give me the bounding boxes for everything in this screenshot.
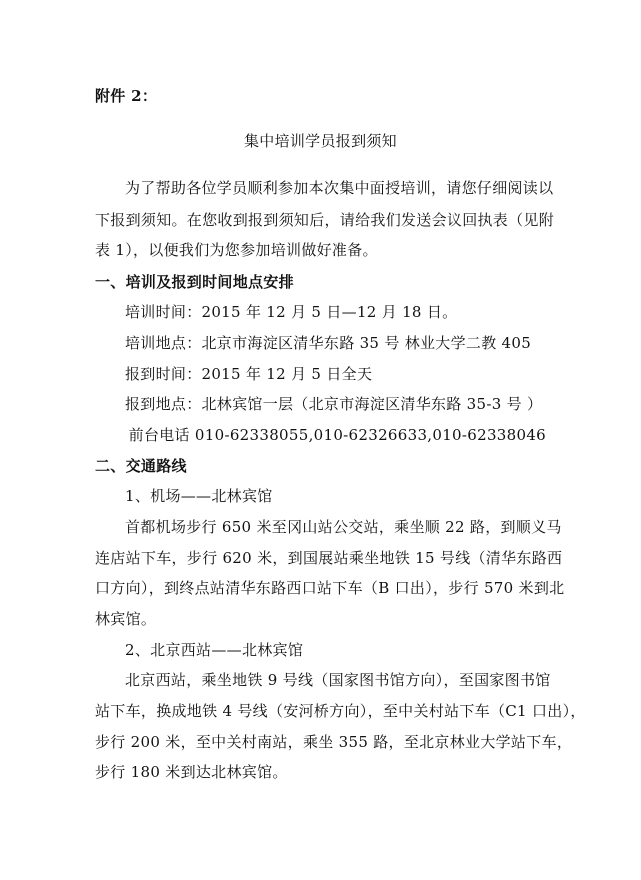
route2-line-4: 步行 180 米到达北林宾馆。 bbox=[95, 763, 288, 781]
route1-line-3: 口方向），到终点站清华东路西口站下车（B 口出），步行 570 米到北 bbox=[95, 579, 565, 597]
route2-line-2: 站下车，换成地铁 4 号线（安河桥方向），至中关村站下车（C1 口出）， bbox=[95, 702, 586, 720]
train-place: 培训地点：北京市海淀区清华东路 35 号 林业大学二教 405 bbox=[125, 334, 532, 352]
report-time: 报到时间：2015 年 12 月 5 日全天 bbox=[125, 365, 373, 383]
section2-heading: 二、交通路线 bbox=[95, 457, 187, 475]
train-time: 培训时间：2015 年 12 月 5 日—12 月 18 日。 bbox=[125, 303, 458, 321]
route1-line-2: 连店站下车，步行 620 米，到国展站乘坐地铁 15 号线（清华东路西 bbox=[95, 549, 563, 567]
intro-line-1: 为了帮助各位学员顺利参加本次集中面授培训，请您仔细阅读以 bbox=[125, 179, 554, 197]
intro-line-3: 表 1），以便我们为您参加培训做好准备。 bbox=[95, 241, 378, 259]
route1-title: 1、机场——北林宾馆 bbox=[125, 487, 273, 505]
report-place: 报到地点：北林宾馆一层（北京市海淀区清华东路 35-3 号 ） bbox=[125, 395, 543, 413]
route1-line-4: 林宾馆。 bbox=[95, 610, 157, 628]
intro-line-2: 下报到须知。在您收到报到须知后，请给我们发送会议回执表（见附 bbox=[95, 211, 555, 229]
attachment-label: 附件 2： bbox=[95, 87, 158, 105]
front-desk-phone: 前台电话 010-62338055,010-62326633,010-62338046 bbox=[128, 426, 546, 444]
route2-line-3: 步行 200 米，至中关村南站，乘坐 355 路，至北京林业大学站下车， bbox=[95, 733, 573, 751]
route2-title: 2、北京西站——北林宾馆 bbox=[125, 641, 304, 659]
route2-line-1: 北京西站，乘坐地铁 9 号线（国家图书馆方向），至国家图书馆 bbox=[125, 671, 551, 689]
route1-line-1: 首都机场步行 650 米至冈山站公交站，乘坐顺 22 路，到顺义马 bbox=[125, 518, 562, 536]
document-title: 集中培训学员报到须知 bbox=[243, 132, 397, 150]
section1-heading: 一、培训及报到时间地点安排 bbox=[95, 273, 294, 291]
